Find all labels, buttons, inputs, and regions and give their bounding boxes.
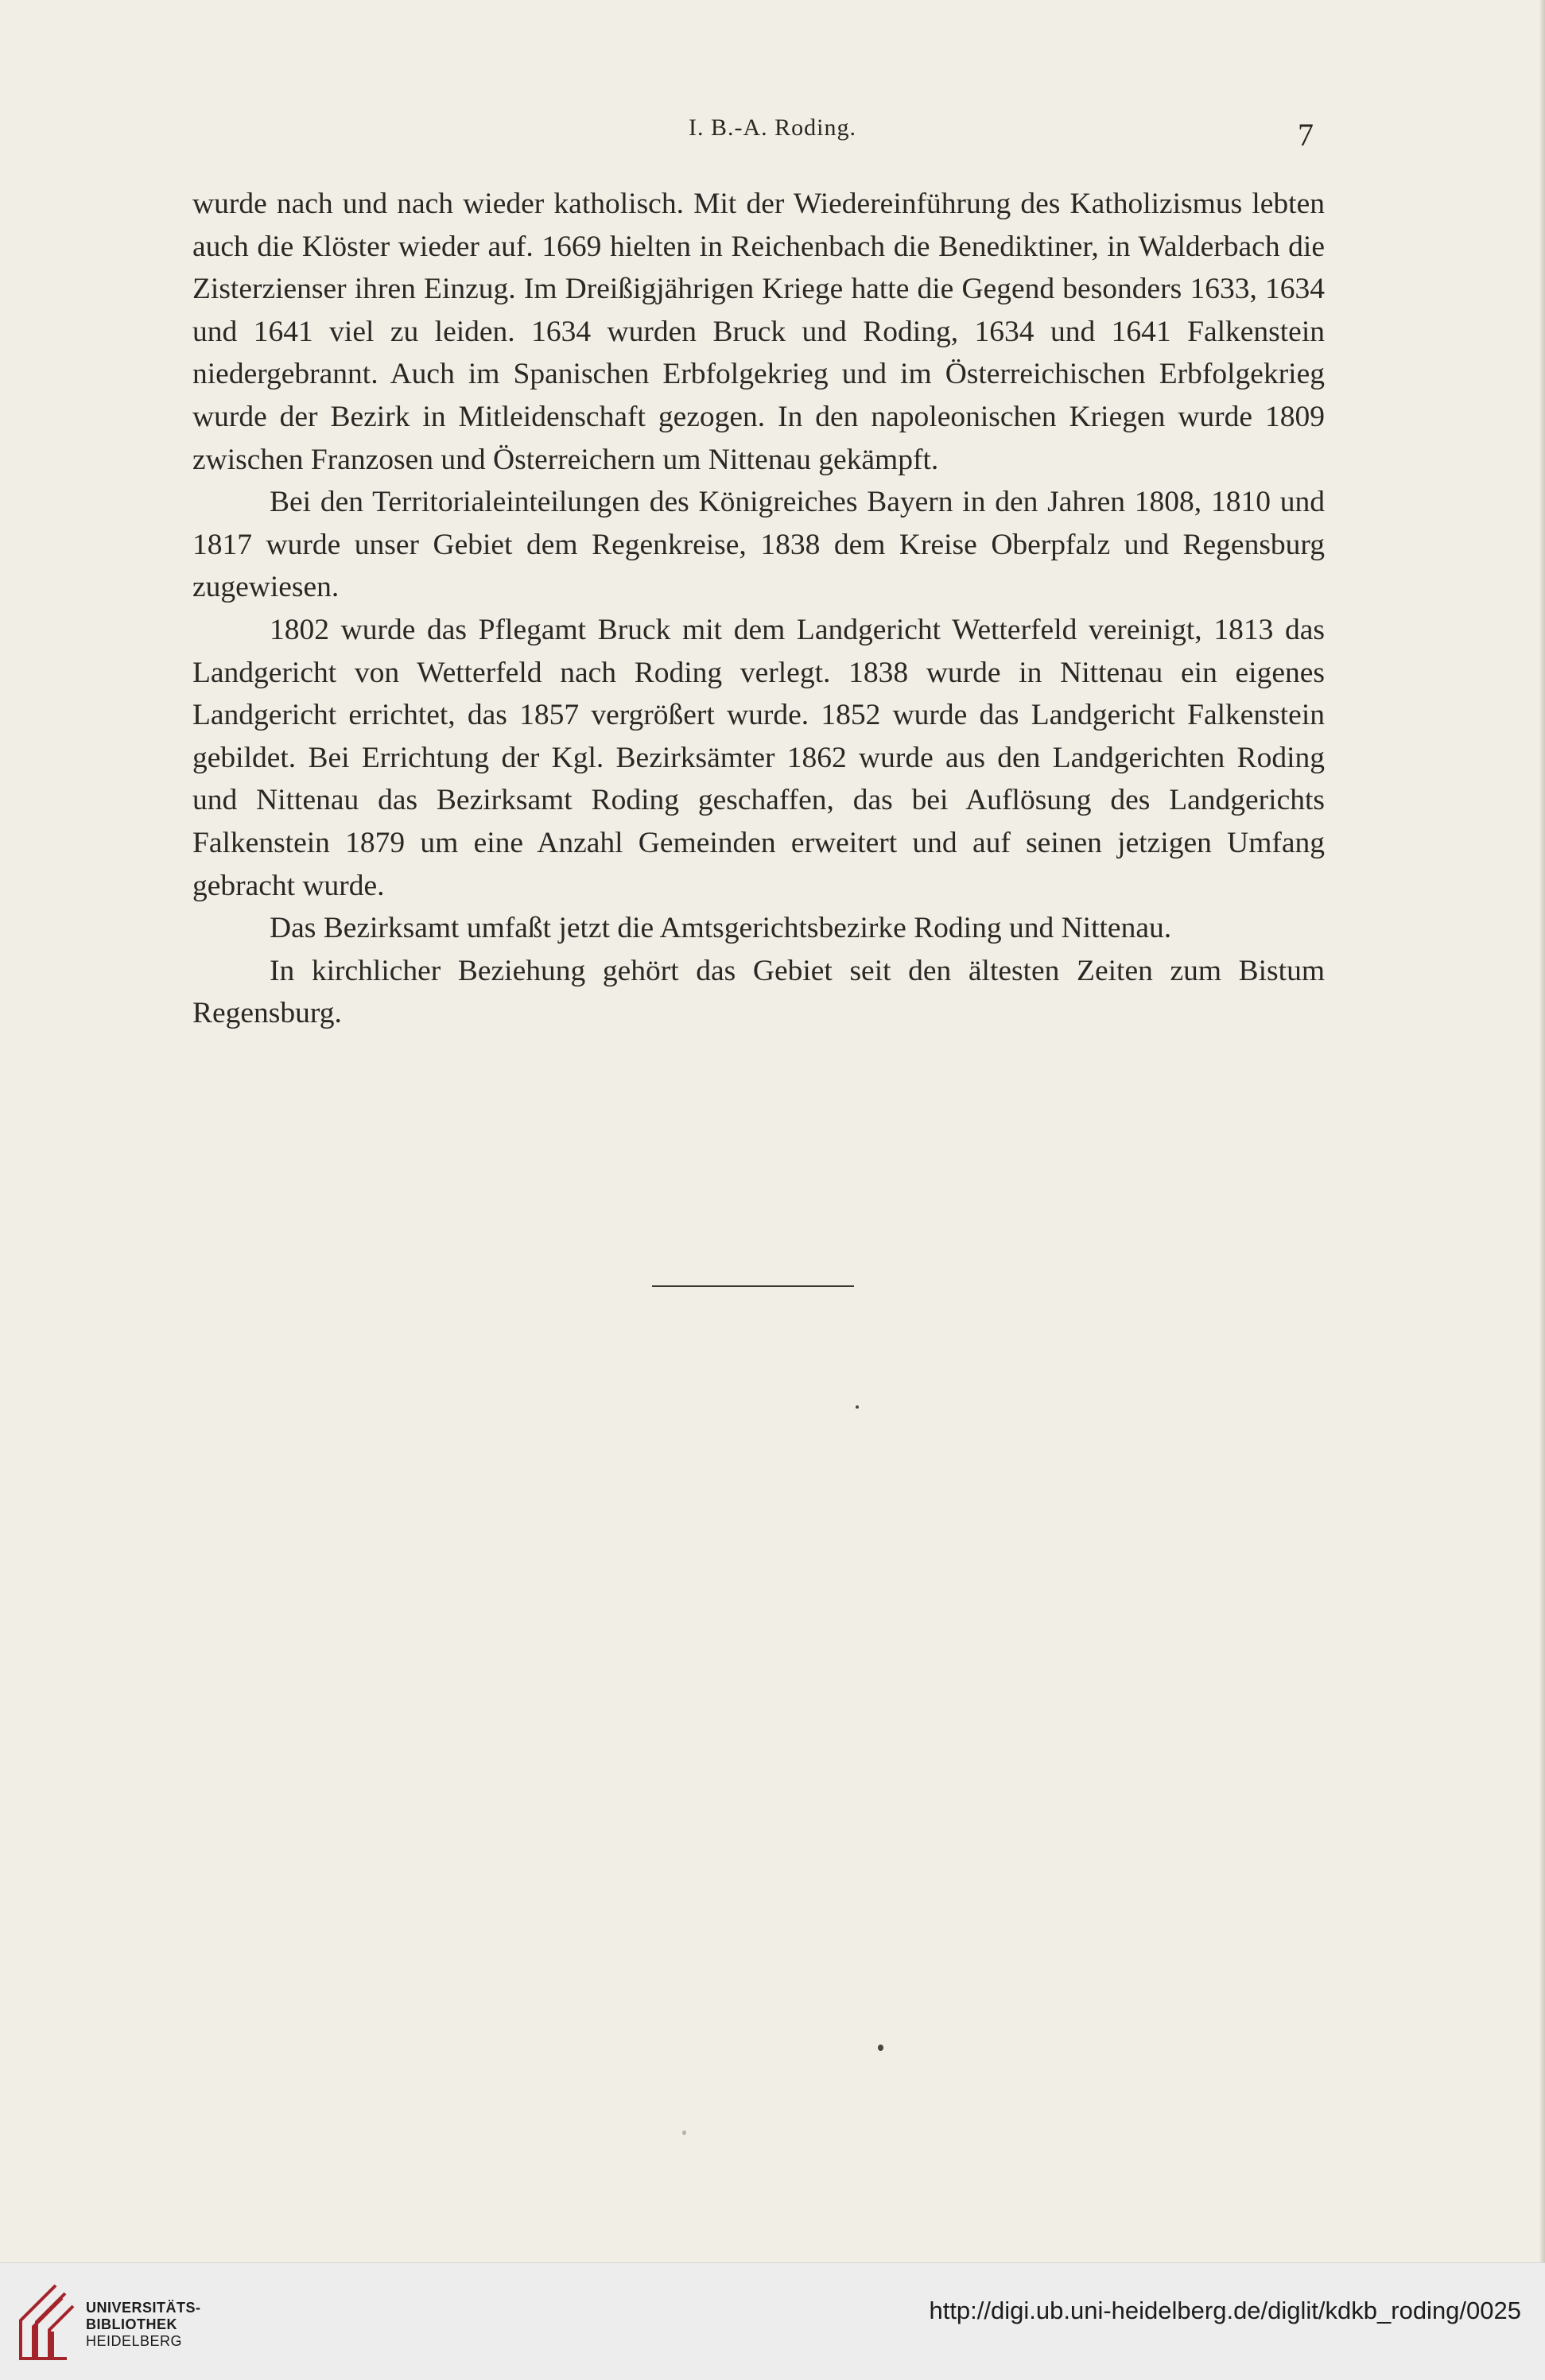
page-header	[0, 110, 1545, 157]
paragraph-1: wurde nach und nach wieder katholisch. Mit der Wiedereinführung des Katholizismus lebten auch die Klöster wieder auf. 1669 hielten in Reichenbach die Benediktiner, in Walderbach die Zisterzienser ihren Einzug. Im Dreißigjährigen Kriege hatte die Gegend besonders 1633, 1634 und 1641 viel zu leiden. 1634 wurden Bruck und Roding, 1634 und 1641 Falkenstein niedergebrannt. Auch im Spanischen Erbfolgekrieg und im Österreichischen Erbfolgekrieg wurde der Bezirk in Mitleidenschaft gezogen. In den napoleonischen Kriegen wurde 1809 zwischen Franzosen und Österreichern um Nittenau gekämpft.	[192, 188, 1325, 476]
page-edge-shadow	[1540, 0, 1545, 2262]
university-library-logo-icon	[14, 2282, 76, 2362]
permalink-url[interactable]: http://digi.ub.uni-heidelberg.de/diglit/kdkb_roding/0025	[929, 2297, 1521, 2324]
library-name	[86, 2300, 201, 2350]
paragraph-3: 1802 wurde das Pflegamt Bruck mit dem Landgericht Wetterfeld vereinigt, 1813 das Landgericht von Wetterfeld nach Roding verlegt. 1838 wurde in Nittenau ein eigenes Landgericht errichtet, das 1857 vergrößert wurde. 1852 wurde das Landgericht Falkenstein gebildet. Bei Errichtung der Kgl. Bezirksämter 1862 wurde aus den Landgerichten Roding und Nittenau das Bezirksamt Roding geschaffen, das bei Auflösung des Landgerichts Falkenstein 1879 um eine Anzahl Gemeinden erweitert und auf seinen jetzigen Umfang gebracht wurde.	[192, 613, 1325, 902]
paragraph-4: Das Bezirksamt umfaßt jetzt die Amtsgerichtsbezirke Roding und Nittenau.	[270, 912, 1172, 945]
page-number: 7	[1298, 117, 1314, 153]
library-footer-bar	[0, 2262, 1545, 2380]
paragraph-5: In kirchlicher Beziehung gehört das Gebiet seit den ältesten Zeiten zum Bistum Regensburg.	[192, 954, 1325, 1030]
library-name-line-2: BIBLIOTHEK	[86, 2316, 177, 2332]
scan-speck	[856, 1405, 859, 1409]
paragraph-2: Bei den Territorialeinteilungen des Königreiches Bayern in den Jahren 1808, 1810 und 1817 wurde unser Gebiet dem Regenkreise, 1838 dem Kreise Oberpfalz und Regensburg zugewiesen.	[192, 486, 1325, 604]
running-head: I. B.-A. Roding.	[689, 114, 856, 141]
body-text	[192, 183, 1325, 1035]
library-name-line-1: UNIVERSITÄTS-	[86, 2300, 201, 2316]
library-name-line-3: HEIDELBERG	[86, 2333, 183, 2349]
section-end-rule	[652, 1285, 854, 1287]
scan-speck	[682, 2130, 686, 2135]
scan-speck	[878, 2045, 883, 2051]
